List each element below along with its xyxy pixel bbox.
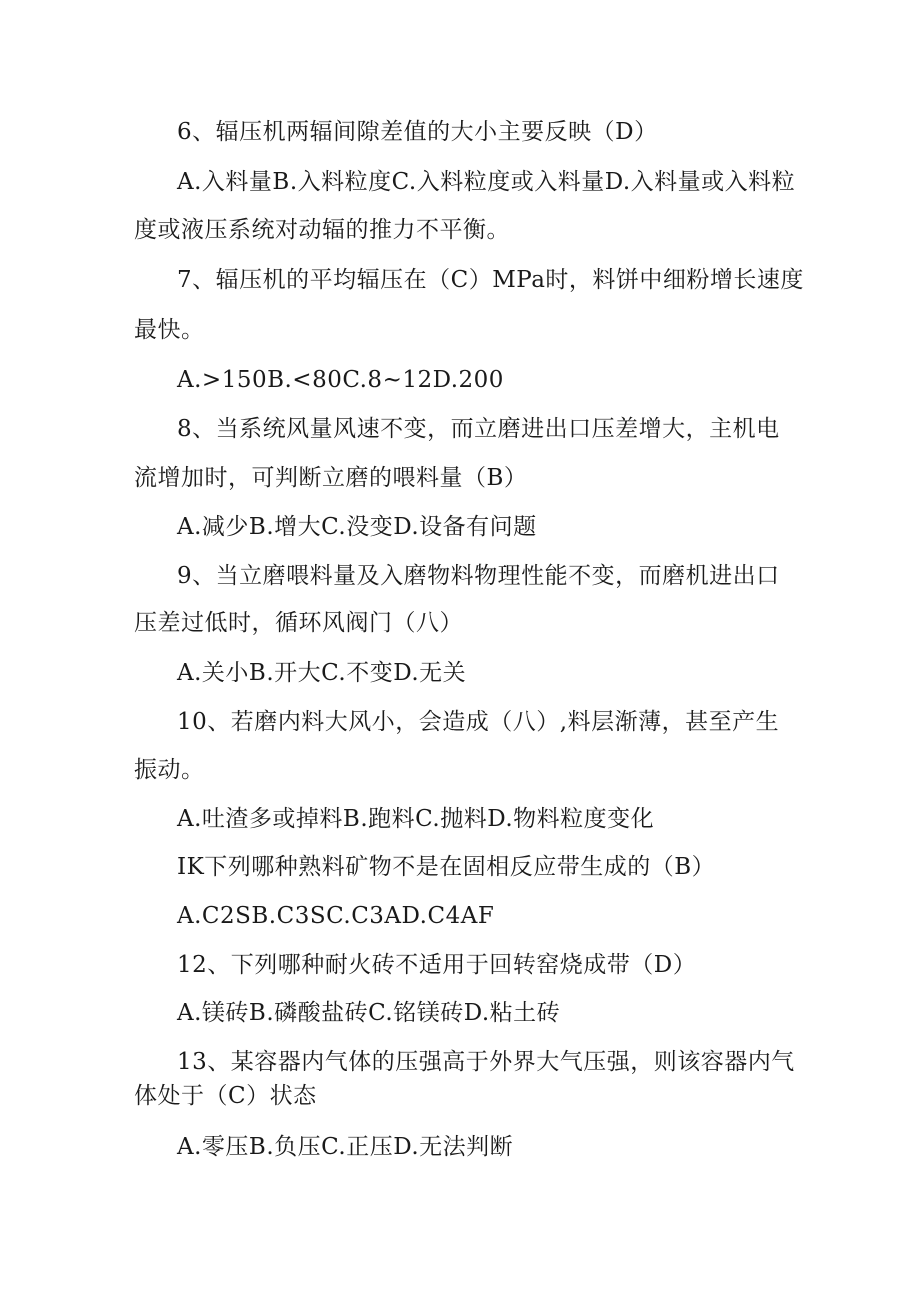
question-10-cont: 振动。 <box>134 757 205 783</box>
question-6: 6、辐压机两辐间隙差值的大小主要反映（D） <box>177 119 658 145</box>
question-12: 12、下列哪种耐火砖不适用于回转窑烧成带（D） <box>177 952 697 978</box>
question-13-options: A.零压B.负压C.正压D.无法判断 <box>177 1134 514 1160</box>
question-9-options: A.关小B.开大C.不变D.无关 <box>177 660 467 686</box>
question-13-cont: 体处于（C）状态 <box>134 1083 317 1109</box>
question-9: 9、当立磨喂料量及入磨物料物理性能不变，而磨机进出口 <box>177 563 780 589</box>
question-7-cont: 最快。 <box>134 317 205 343</box>
question-11: IK下列哪种熟料矿物不是在固相反应带生成的（B） <box>177 854 716 880</box>
question-6-options-cont: 度或液压系统对动辐的推力不平衡。 <box>134 217 510 243</box>
question-12-options: A.镁砖B.磷酸盐砖C.铭镁砖D.粘土砖 <box>177 1000 561 1026</box>
question-10: 10、若磨内料大风小，会造成（八）,料层渐薄，甚至产生 <box>177 709 780 735</box>
question-8: 8、当系统风量风速不变，而立磨进出口压差增大，主机电 <box>177 416 780 442</box>
question-6-options: A.入料量B.入料粒度C.入料粒度或入料量D.入料量或入料粒 <box>177 169 796 195</box>
question-8-options: A.减少B.增大C.没变D.设备有问题 <box>177 514 537 540</box>
question-13: 13、某容器内气体的压强高于外界大气压强，则该容器内气 <box>177 1049 795 1075</box>
question-7: 7、辐压机的平均辐压在（C）MPa时，料饼中细粉增长速度 <box>177 267 804 293</box>
question-8-cont: 流增加时，可判断立磨的喂料量（B） <box>134 465 528 491</box>
question-9-cont: 压差过低时，循环风阀门（八） <box>134 610 463 636</box>
question-11-options: A.C2SB.C3SC.C3AD.C4AF <box>177 903 495 929</box>
question-7-options: A.>150B.<80C.8~12D.200 <box>177 367 504 393</box>
question-10-options: A.吐渣多或掉料B.跑料C.抛料D.物料粒度变化 <box>177 806 655 832</box>
